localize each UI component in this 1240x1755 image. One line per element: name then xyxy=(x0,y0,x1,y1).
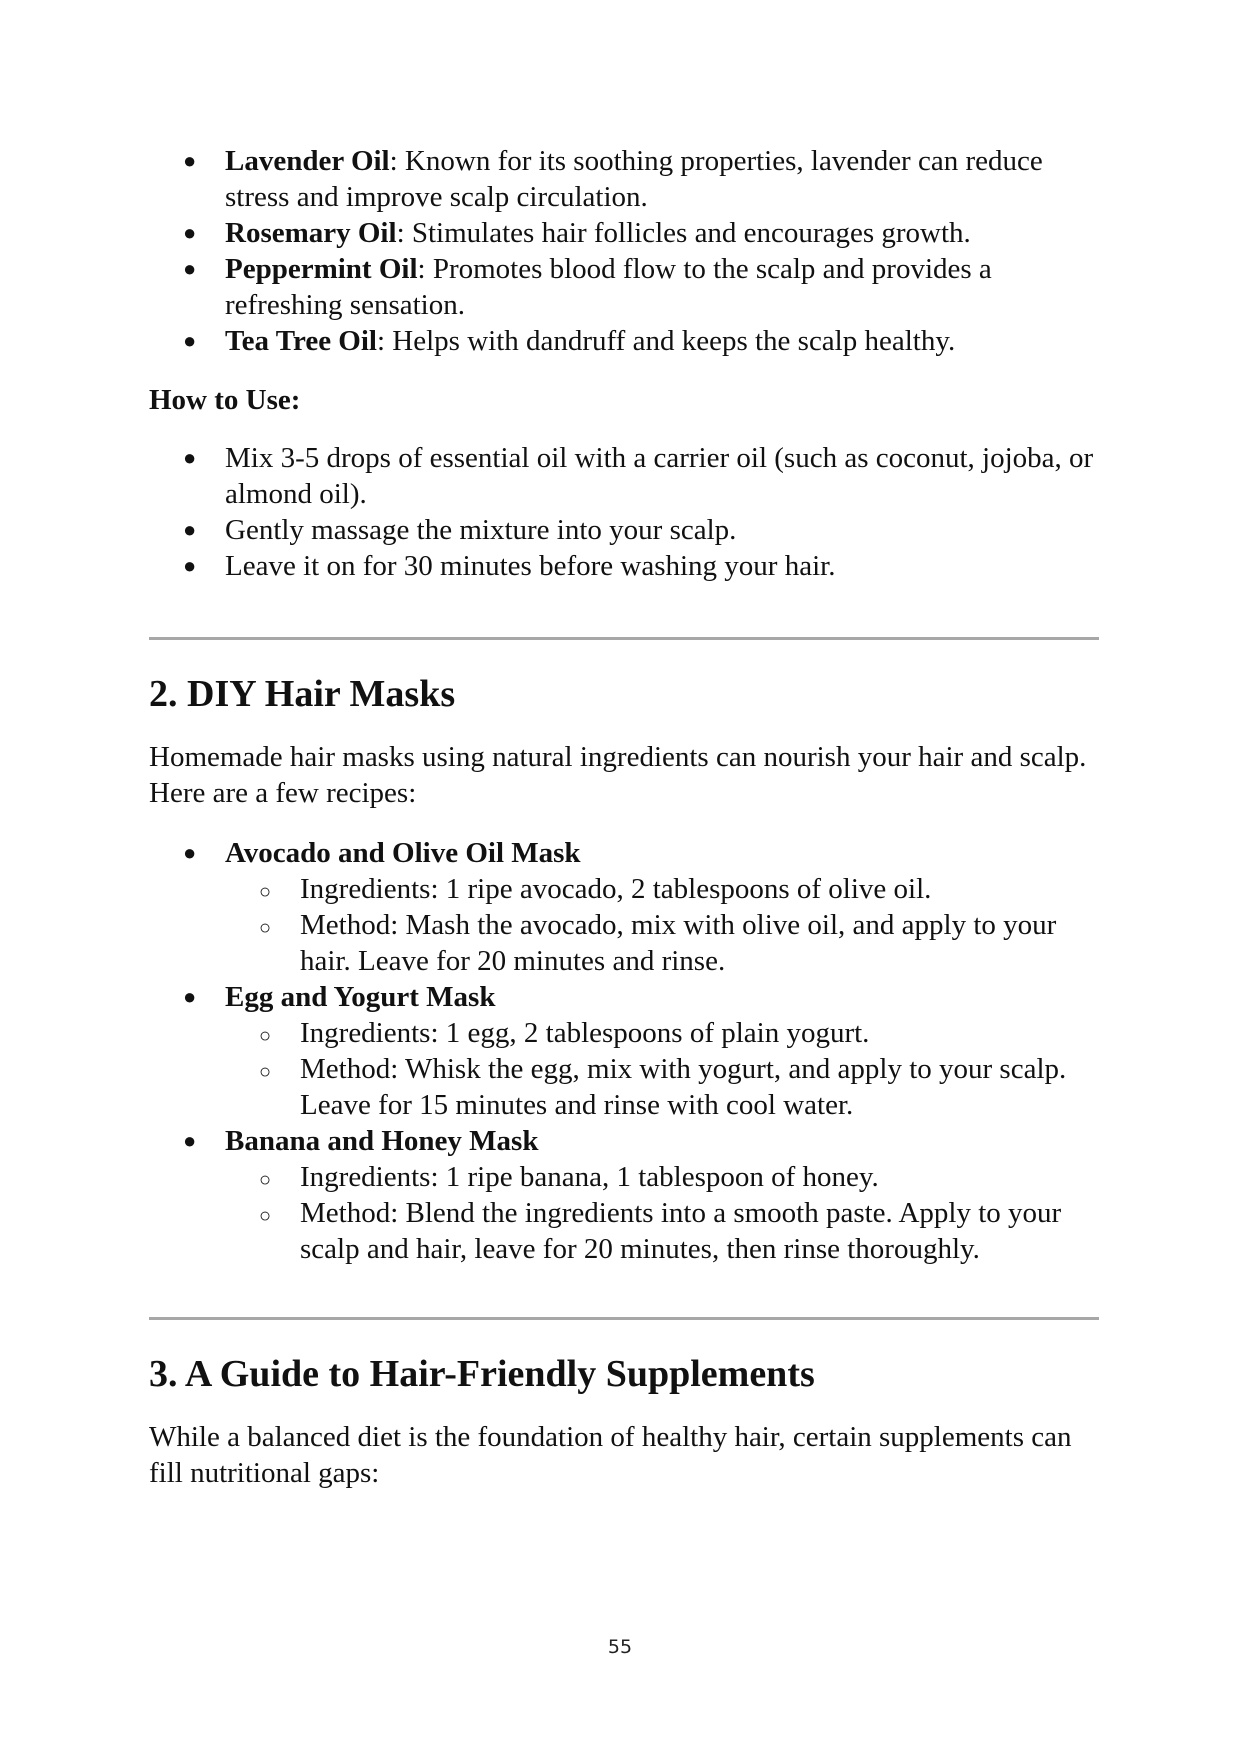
list-item xyxy=(149,215,1099,251)
section-intro: While a balanced diet is the foundation of healthy hair, certain supplements can fill nutritional gaps: xyxy=(149,1421,1072,1489)
mask-method: Method: Mash the avocado, mix with olive oil, and apply to your hair. Leave for 20 minutes and rinse. xyxy=(300,909,1057,977)
list-item xyxy=(149,323,1099,359)
bullet-icon: ● xyxy=(183,517,197,542)
essential-oils-list xyxy=(149,143,1099,359)
mask-method: Method: Blend the ingredients into a smooth paste. Apply to your scalp and hair, leave for 20 minutes, then rinse thoroughly. xyxy=(300,1197,1062,1265)
circle-bullet-icon: ○ xyxy=(259,1205,272,1227)
mask-ingredients: Ingredients: 1 ripe banana, 1 tablespoon of honey. xyxy=(300,1161,879,1193)
list-item xyxy=(225,1195,1099,1267)
circle-bullet-icon: ○ xyxy=(259,1025,272,1047)
list-item xyxy=(149,979,1099,1123)
list-item xyxy=(149,548,1099,584)
list-item xyxy=(225,1015,1099,1051)
oil-description: : Stimulates hair follicles and encourages growth. xyxy=(396,217,971,249)
list-item xyxy=(225,1159,1099,1195)
mask-details xyxy=(149,871,1099,979)
list-item xyxy=(149,1123,1099,1267)
list-item xyxy=(225,871,1099,907)
list-item xyxy=(149,251,1099,323)
mask-name: Avocado and Olive Oil Mask xyxy=(225,837,581,869)
bullet-icon: ● xyxy=(183,1128,197,1153)
section-intro: Homemade hair masks using natural ingredients can nourish your hair and scalp. Here are a few recipes: xyxy=(149,741,1087,809)
step-text: Gently massage the mixture into your scalp. xyxy=(225,514,737,546)
bullet-icon: ● xyxy=(183,840,197,865)
mask-method: Method: Whisk the egg, mix with yogurt, and apply to your scalp. Leave for 15 minutes and rinse with cool water. xyxy=(300,1053,1067,1121)
bullet-icon: ● xyxy=(183,220,197,245)
section-divider xyxy=(149,1317,1099,1320)
section-heading: 2. DIY Hair Masks xyxy=(149,673,456,715)
bullet-icon: ● xyxy=(183,984,197,1009)
oil-name: Peppermint Oil xyxy=(225,253,418,285)
hair-masks-list xyxy=(149,835,1099,1267)
oil-name: Lavender Oil xyxy=(225,145,390,177)
oil-description: : Known for its soothing properties, lavender can reduce stress and improve scalp circulation. xyxy=(225,145,1043,213)
section-heading: 3. A Guide to Hair-Friendly Supplements xyxy=(149,1353,815,1395)
circle-bullet-icon: ○ xyxy=(259,1169,272,1191)
bullet-icon: ● xyxy=(183,553,197,578)
page-content xyxy=(149,143,1099,1491)
list-item xyxy=(149,512,1099,548)
circle-bullet-icon: ○ xyxy=(259,1061,272,1083)
bullet-icon: ● xyxy=(183,328,197,353)
how-to-use-list xyxy=(149,440,1099,584)
page-number: 55 xyxy=(607,1636,633,1658)
circle-bullet-icon: ○ xyxy=(259,881,272,903)
circle-bullet-icon: ○ xyxy=(259,917,272,939)
list-item xyxy=(149,143,1099,215)
oil-description: : Promotes blood flow to the scalp and provides a refreshing sensation. xyxy=(225,253,992,321)
list-item xyxy=(149,440,1099,512)
oil-description: : Helps with dandruff and keeps the scalp healthy. xyxy=(376,325,956,357)
oil-name: Tea Tree Oil xyxy=(225,325,377,357)
bullet-icon: ● xyxy=(183,445,197,470)
bullet-icon: ● xyxy=(183,148,197,173)
mask-ingredients: Ingredients: 1 egg, 2 tablespoons of plain yogurt. xyxy=(300,1017,870,1049)
mask-name: Egg and Yogurt Mask xyxy=(225,981,496,1013)
oil-name: Rosemary Oil xyxy=(225,217,397,249)
list-item xyxy=(225,1051,1099,1123)
section-divider xyxy=(149,637,1099,640)
mask-details xyxy=(149,1015,1099,1123)
step-text: Mix 3-5 drops of essential oil with a carrier oil (such as coconut, jojoba, or almond oil). xyxy=(225,442,1094,510)
mask-name: Banana and Honey Mask xyxy=(225,1125,539,1157)
bullet-icon: ● xyxy=(183,256,197,281)
mask-details xyxy=(149,1159,1099,1267)
list-item xyxy=(225,907,1099,979)
how-to-use-label: How to Use: xyxy=(149,384,301,416)
list-item xyxy=(149,835,1099,979)
mask-ingredients: Ingredients: 1 ripe avocado, 2 tablespoons of olive oil. xyxy=(300,873,932,905)
step-text: Leave it on for 30 minutes before washing your hair. xyxy=(225,550,836,582)
